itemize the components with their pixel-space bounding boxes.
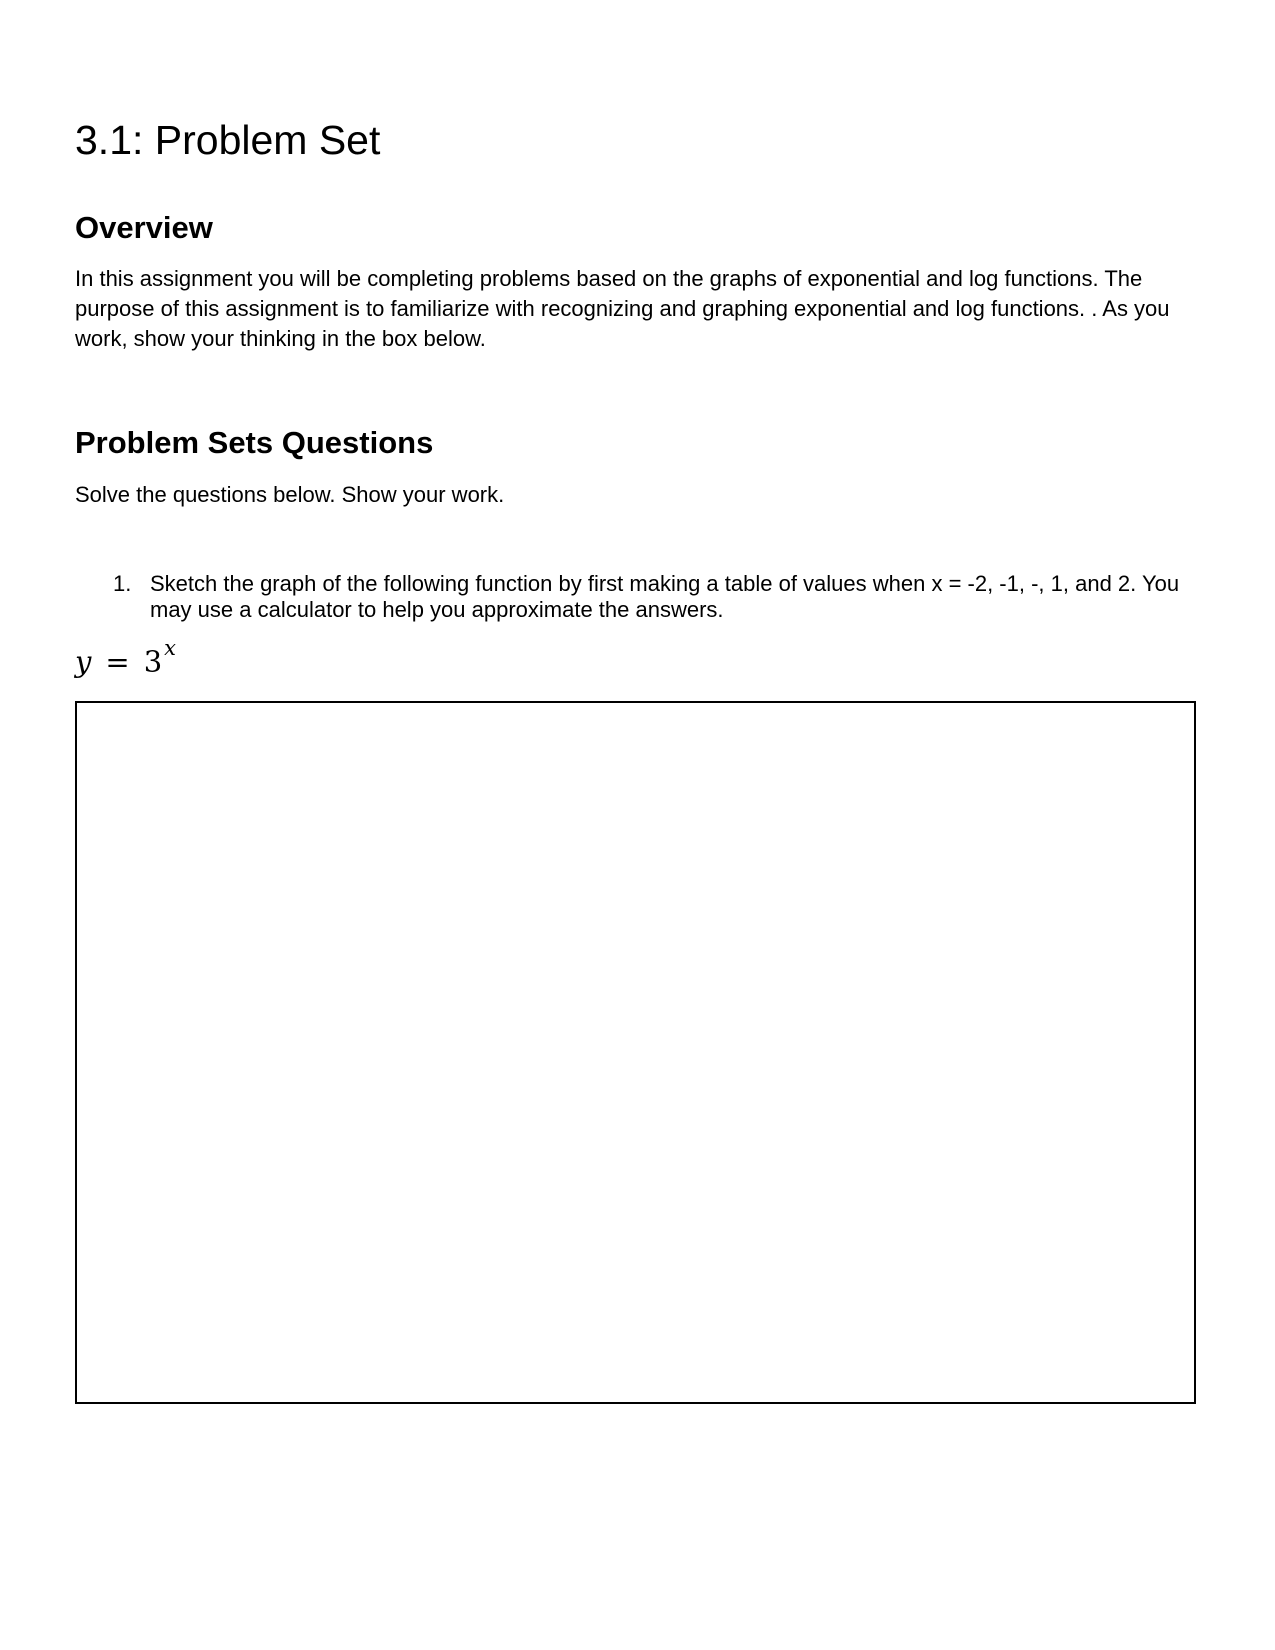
equation-operator: =: [105, 644, 130, 679]
answer-work-box[interactable]: [75, 701, 1196, 1404]
overview-heading: Overview: [75, 210, 213, 245]
questions-instructions: Solve the questions below. Show your work.: [75, 482, 505, 507]
page-title: 3.1: Problem Set: [75, 117, 381, 163]
equation: [75, 637, 176, 679]
questions-heading: Problem Sets Questions: [75, 425, 434, 460]
equation-exponent: x: [164, 636, 176, 660]
overview-text: In this assignment you will be completing problems based on the graphs of exponential and log functions. The purpose of this assignment is to familiarize with recognizing and graphing exponential and log functions. . As you work, show your thinking in the box below.: [75, 266, 1170, 351]
equation-lhs: y: [75, 644, 92, 679]
question-number: 1.: [113, 571, 132, 596]
question-text: Sketch the graph of the following function by first making a table of values when x = -2, -1, -, 1, and 2. You may use a calculator to help you approximate the answers.: [150, 571, 1180, 622]
equation-base: 3: [143, 644, 163, 679]
